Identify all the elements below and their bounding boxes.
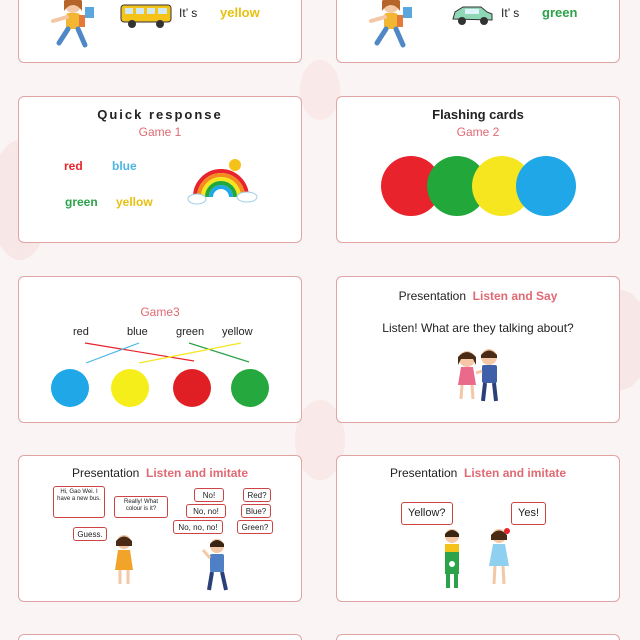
- slide-subtitle: Game 2: [456, 125, 500, 139]
- slide-next-left-partial[interactable]: [18, 634, 302, 640]
- green-circle[interactable]: [231, 369, 269, 407]
- slide-next-right-partial[interactable]: [336, 634, 620, 640]
- heading-presentation: Presentation: [389, 466, 458, 480]
- heading-presentation: Presentation: [71, 466, 140, 480]
- word-yellow: yellow: [116, 195, 153, 209]
- slide-yellow-bus[interactable]: [18, 0, 302, 63]
- heading-presentation: Presentation: [398, 289, 466, 303]
- boy-green-overalls-illustration: [437, 526, 467, 592]
- speech-bubble: Blue?: [241, 504, 271, 518]
- slide-quick-response[interactable]: [18, 96, 302, 243]
- yellow-bus-icon: [119, 3, 173, 29]
- speech-bubble: No!: [194, 488, 224, 502]
- blue-circle: [516, 156, 576, 216]
- slide-listen-and-imitate-yellow[interactable]: [336, 455, 620, 602]
- slide-listen-and-say[interactable]: [336, 276, 620, 423]
- word-red: red: [73, 326, 89, 338]
- color-word: green: [542, 5, 578, 20]
- red-circle[interactable]: [173, 369, 211, 407]
- word-blue: blue: [127, 326, 148, 338]
- slide-title: Quick response: [97, 107, 223, 122]
- rainbow-icon: [187, 157, 259, 209]
- slide-flashing-cards[interactable]: [336, 96, 620, 243]
- word-green: green: [65, 195, 98, 209]
- word-yellow: yellow: [222, 326, 253, 338]
- green-car-icon: [449, 3, 495, 27]
- color-word: yellow: [220, 5, 260, 20]
- blue-circle[interactable]: [51, 369, 89, 407]
- two-kids-illustration: [449, 345, 509, 405]
- speech-bubble: Guess.: [73, 527, 107, 541]
- girl-running-illustration: [45, 0, 101, 55]
- slide-heading: [19, 466, 301, 480]
- speech-bubble: No, no, no!: [173, 520, 223, 534]
- heading-highlight: Listen and imitate: [146, 466, 249, 480]
- speech-bubble: Hi, Gao Wei. I have a new bus.: [53, 486, 105, 518]
- question-text: Listen! What are they talking about?: [382, 321, 574, 335]
- girl-illustration: [111, 532, 137, 588]
- speech-bubble: Green?: [237, 520, 273, 534]
- speech-bubble: Red?: [243, 488, 271, 502]
- sentence-start: It’ s: [501, 6, 520, 20]
- speech-bubble: Really! What colour is it?: [114, 496, 168, 518]
- heading-highlight: Listen and Say: [472, 289, 558, 303]
- boy-illustration: [201, 536, 233, 594]
- word-blue: blue: [112, 159, 137, 173]
- slide-heading: [337, 289, 619, 303]
- yellow-circle[interactable]: [111, 369, 149, 407]
- girl-blue-dress-illustration: [483, 526, 515, 592]
- girl-running-illustration: [363, 0, 419, 55]
- slide-title: Flashing cards: [432, 107, 524, 122]
- slide-game3-matching[interactable]: [18, 276, 302, 423]
- word-red: red: [64, 159, 83, 173]
- slide-listen-and-imitate-dialogue[interactable]: [18, 455, 302, 602]
- slide-heading: [337, 466, 619, 480]
- speech-bubble-left: Yellow?: [401, 502, 453, 525]
- slide-green-car[interactable]: [336, 0, 620, 63]
- heading-highlight: Listen and imitate: [464, 466, 567, 480]
- slide-subtitle: Game3: [140, 305, 180, 319]
- slide-subtitle: Game 1: [138, 125, 182, 139]
- sentence-start: It’ s: [179, 6, 198, 20]
- speech-bubble-right: Yes!: [511, 502, 546, 525]
- word-green: green: [176, 326, 205, 338]
- speech-bubble: No, no!: [186, 504, 226, 518]
